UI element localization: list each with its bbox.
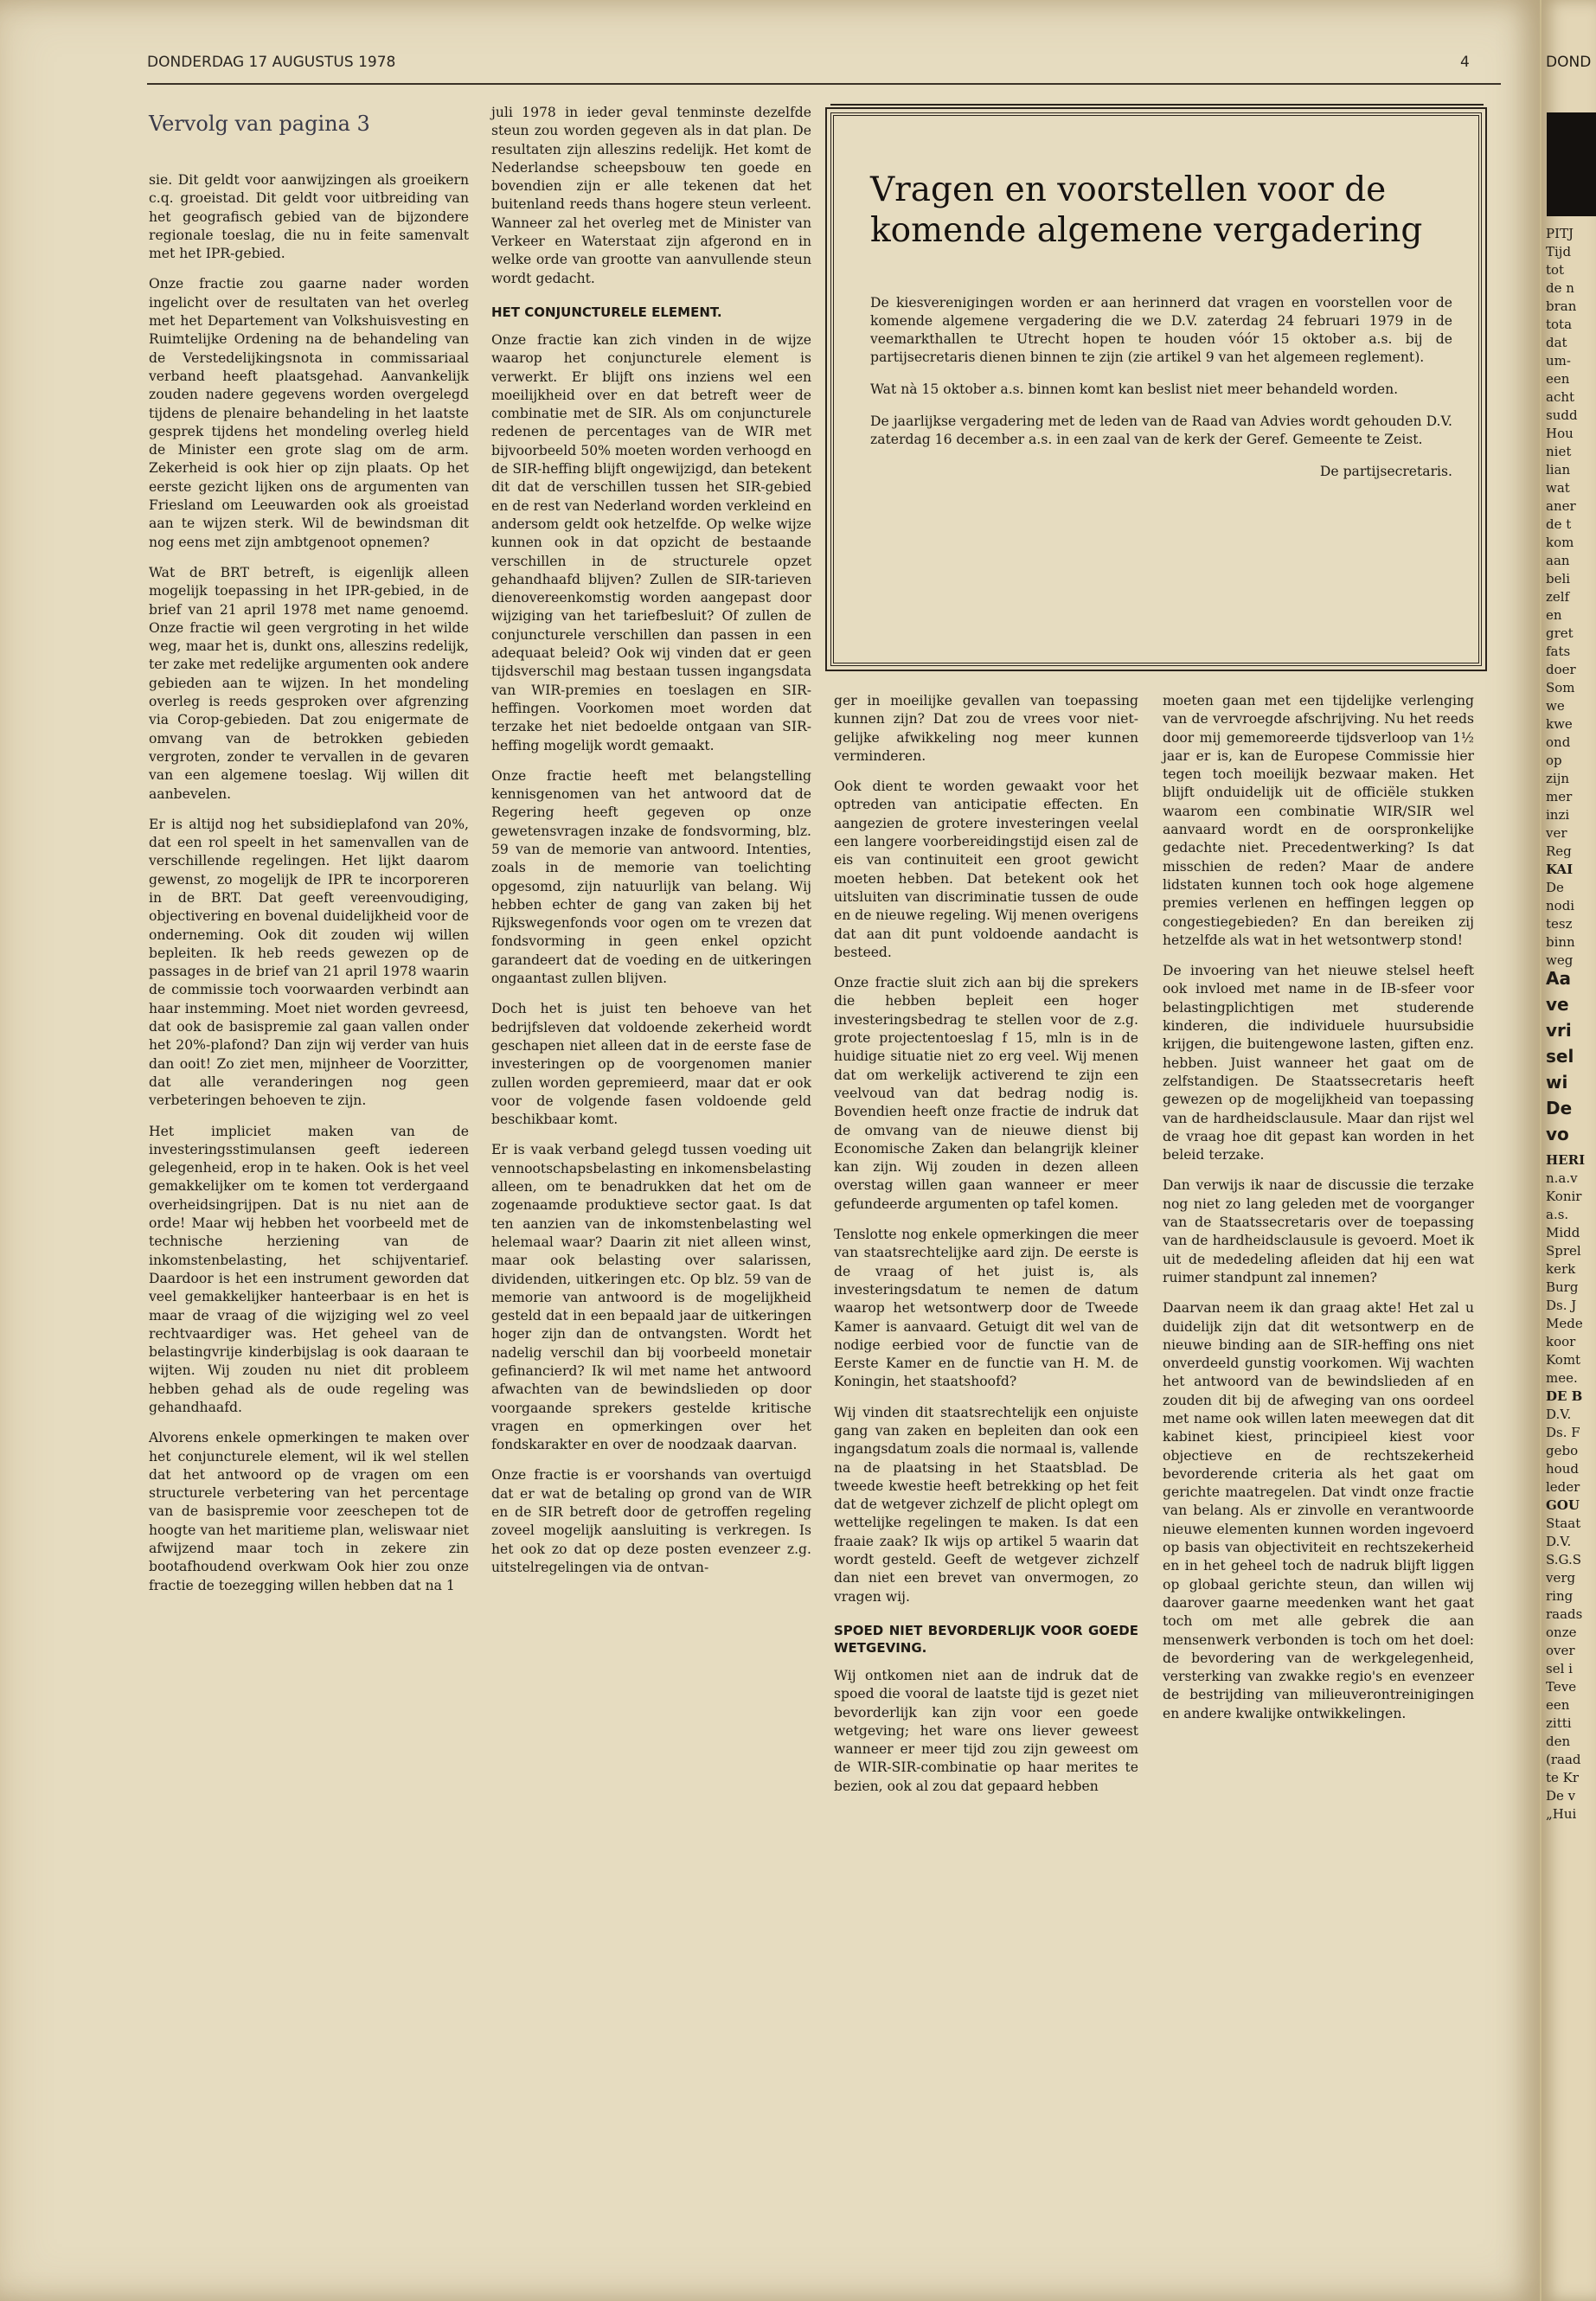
paragraph: Er is altijd nog het subsidieplafond van 20%, dat een rol speelt in het samenvallen van de verschillende regelingen. Het lijkt daarom gewenst, zo mogelijk de IPR te incorporeren in de BRT. Dat geeft vereenvoudiging, objectivering en bovenal duidelijkheid voor de onderneming. Ook dit zouden wij willen bepleiten. Ik heb reeds gewezen op de passages in de brief van 21 april 1978 waarin de commissie toch voorwaarden verbindt aan haar instemming. Moet niet worden gevreesd, dat ook de basispremie zal gaan vallen onder het 20%-plafond? Dan zijn wij verder van huis dan ooit! Zo ziet men, mijnheer de Voorzitter, dat alle veranderingen nog geen verbeteringen behoeven te zijn. <box>149 816 469 1109</box>
next-page-fragment: PITJ <box>1546 226 1574 241</box>
next-page-fragment: wat <box>1546 480 1570 496</box>
next-page-fragment: een <box>1546 371 1570 387</box>
next-page-fragment: De <box>1546 880 1564 895</box>
next-page-fragment: um- <box>1546 353 1571 369</box>
next-page-fragment: zelf <box>1546 589 1570 605</box>
header-rule <box>147 83 1501 85</box>
next-page-fragment: weg <box>1546 952 1574 968</box>
next-page-fragment: S.G.S <box>1546 1552 1582 1567</box>
next-page-fragment: raads <box>1546 1606 1583 1622</box>
paragraph: Wij vinden dit staatsrechtelijk een onjuiste gang van zaken en bepleiten dan ook een ingangsdatum zoals die normaal is, vallende na de plaatsing in het Staatsblad. De tweede kwestie heeft betrekking op het feit dat de wetgever zichzelf de plicht oplegt om wettelijke regelingen te maken. Is dat een fraaie zaak? Ik wijs op artikel 5 waarin dat wordt gesteld. Geeft de wetgever zichzelf dan niet een brevet van onvermogen, zo vragen wij. <box>834 1404 1138 1605</box>
paragraph: Wij ontkomen niet aan de indruk dat de spoed die vooral de laatste tijd is gezet niet bevorderlijk kan zijn voor een goede wetgeving; het ware ons liever geweest wanneer er meer tijd zou zijn geweest om de WIR-SIR-combinatie op haar merites te bezien, ook al zou dat gepaard hebben <box>834 1667 1138 1794</box>
left-column <box>149 111 469 1595</box>
announcement-paragraph: De jaarlijkse vergadering met de leden van de Raad van Advies wordt gehouden D.V. zaterdag 16 december a.s. in een zaal van de kerk der Geref. Gemeente te Zeist. <box>870 413 1452 447</box>
next-page-fragment: nodi <box>1546 898 1575 913</box>
next-page-fragment: kom <box>1546 535 1574 550</box>
next-page-fragment: Teve <box>1546 1679 1577 1695</box>
paragraph: Het impliciet maken van de investeringsstimulansen geeft iedereen gelegenheid, erop in te haken. Ook is het veel gemakkelijker om te komen tot verdergaand overheidsingrijpen. Dat is nu niet aan de orde! Maar wij hebben het voorbeeld met de technische herziening van de inkomstenbelasting, het schijventarief. Daardoor is het een instrument geworden dat veel gemakkelijker hanteerbaar is en het is maar de vraag of die wijziging wel zo veel rechtvaardiger was. Het geheel van de belastingvrije kinderbijslag is ook daaraan te wijten. Wij zouden nu niet dit probleem hebben gehad als de oude regeling was gehandhaafd. <box>149 1123 469 1415</box>
next-page-fragment: aan <box>1546 553 1570 568</box>
paragraph: Onze fractie zou gaarne nader worden ingelicht over de resultaten van het overleg met het Departement van Volkshuisvesting en Ruimtelijke Ordening na de behandeling van de Verstedelijkingsnota in commissariaal verband heeft plaatsgehad. Aanvankelijk zouden nadere gegevens worden overgelegd tijdens de plenaire behandeling in het laatste gesprek tijdens het mondeling overleg hield de Minister een grote slag om de arm. Zekerheid is ook hier op zijn plaats. Op het eerste gezicht lijken ons de argumenten van Friesland om Leeuwarden ook als groeistad aan te wijzen sterk. Wil de bewindsman dit nog eens met zijn ambtgenoot opnemen? <box>149 276 469 550</box>
section-heading: HET CONJUNCTURELE ELEMENT. <box>491 304 722 320</box>
box-top-rule <box>830 104 1484 106</box>
next-page-fragment: acht <box>1546 389 1575 405</box>
next-page-fragment: Ds. F <box>1546 1425 1580 1440</box>
next-page-fragment: inzi <box>1546 807 1570 823</box>
announcement-box <box>830 112 1482 666</box>
next-page-fragment: den <box>1546 1734 1571 1749</box>
paragraph: sie. Dit geldt voor aanwijzingen als groeikern c.q. groeistad. Dit geldt voor uitbreiding van het geografisch gebied van de bijzondere regionale toeslag, die nu in feite samenvalt met het IPR-gebied. <box>149 172 469 262</box>
next-page-fragment: binn <box>1546 934 1575 950</box>
next-page-fragment: op <box>1546 753 1562 768</box>
next-page-fragment: mee. <box>1546 1370 1578 1386</box>
next-page-fragment: doer <box>1546 662 1576 677</box>
next-page-fragment: we <box>1546 698 1565 714</box>
paragraph: Onze fractie is er voorshands van overtuigd dat er wat de betaling op grond van de WIR en de SIR betreft door de getroffen regeling zoveel mogelijk aansluiting is verkregen. Is het ook zo dat op deze posten evenzeer z.g. uitstelregelingen via de ontvan- <box>491 1467 811 1575</box>
next-page-fragment: ve <box>1546 994 1569 1015</box>
paragraph: Er is vaak verband gelegd tussen voeding uit vennootschapsbelasting en inkomensbelasting alleen, om te benadrukken dat het om de zogenaamde produktieve sector gaat. Is dat ten aanzien van de inkomstenbelasting wel helemaal waar? Daarin zit niet alleen winst, maar ook belasting over salarissen, dividenden, uitkeringen etc. Op blz. 59 van de memorie van antwoord is de mogelijkheid gesteld dat in een bepaald jaar de uitkeringen hoger zijn dan de ontvangsten. Wordt het nadelig verschil dan bij voorbeeld monetair gefinancierd? Ik wil met name het antwoord afwachten van de bewindslieden op door voorgaande sprekers gestelde kritische vragen en opmerkingen over het fondskarakter en over de noodzaak daarvan. <box>491 1142 811 1453</box>
next-page-fragment: De v <box>1546 1788 1576 1804</box>
next-page-fragment: gebo <box>1546 1443 1579 1458</box>
next-page-fragment: wi <box>1546 1072 1568 1093</box>
next-page-fragment: vri <box>1546 1020 1572 1041</box>
next-page-fragment: „Hui <box>1546 1806 1577 1822</box>
next-page-fragment: en <box>1546 607 1562 623</box>
paragraph: moeten gaan met een tijdelijke verlenging van de vervroegde afschrijving. Nu het reeds door mij gememoreerde tijdsverloop van 1½ jaar er is, kan de Europese Commissie hier tegen toch moeilijk bezwaar maken. Het blijft onduidelijk uit de officiële stukken waarom een combinatie WIR/SIR wel aanvaard wordt en de oorspronkelijke gedachte niet. Precedentwerking? Is dat misschien de reden? Maar de andere lidstaten kunnen toch ook hoge algemene premies verlenen en heffingen leggen op congestiegebieden? En dan bereiken zij hetzelfde als wat in het wetsontwerp stond! <box>1163 693 1474 948</box>
third-column <box>834 692 1138 1796</box>
continued-from: Vervolg van pagina 3 <box>149 112 370 136</box>
next-page-fragment: Midd <box>1546 1225 1580 1240</box>
next-page-fragment: tota <box>1546 317 1573 332</box>
next-page-fragment: kerk <box>1546 1261 1576 1277</box>
next-page-fragment: Burg <box>1546 1279 1579 1295</box>
next-page-fragment: Konir <box>1546 1189 1582 1204</box>
next-page-fragment: aner <box>1546 498 1576 514</box>
paragraph: Onze fractie sluit zich aan bij die sprekers die hebben bepleit een hoger investeringsbedrag te stellen voor de z.g. grote projectentoeslag f 15, mln is in de huidige situatie niet zo erg veel. Wij menen dat om werkelijk activerend te zijn een veelvoud van dat bedrag nodig is. Bovendien heeft onze fractie de indruk dat de omvang van de nieuwe dienst bij Economische Zaken dan belangrijk kleiner kan zijn. Wij zouden in dezen alleen overstag willen gaan wanneer er meer gefundeerde argumenten op tafel komen. <box>834 975 1138 1212</box>
next-page-fragment: Mede <box>1546 1316 1583 1331</box>
paragraph: Onze fractie heeft met belangstelling kennisgenomen van het antwoord dat de Regering heeft gegeven op onze gewetensvragen inzake de fondsvorming, blz. 59 van de memorie van antwoord. Intenties, zoals in de memorie van toelichting opgesomd, zijn natuurlijk van belang. Wij hebben echter de gang van zaken bij het Rijkswegenfonds voor ogen om te vrezen dat fondsvorming in geen enkel opzicht garandeert dat de voeding en de uitkeringen ongaantast zullen blijven. <box>491 767 811 987</box>
next-page-fragment: sel i <box>1546 1661 1573 1676</box>
next-page-fragment: Hou <box>1546 426 1574 441</box>
next-page-fragment: vo <box>1546 1124 1569 1144</box>
next-page-fragment: gret <box>1546 625 1574 641</box>
paragraph: Wat de BRT betreft, is eigenlijk alleen mogelijk toepassing in het IPR-gebied, in de brief van 21 april 1978 met name genoemd. Onze fractie wil geen vergroting in het wilde weg, maar het is, dunkt ons, alleszins redelijk, ter zake met redelijke argumenten ook andere gebieden aan te wijzen. In het mondeling overleg is reeds gesproken over afgrenzing via Corop-gebieden. Dat zou enigermate de omvang van de betrokken gebieden vergroten, zonder te vervallen in de gevaren van een algemene toeslag. Wij willen dit aanbevelen. <box>149 564 469 802</box>
next-page-fragment: tot <box>1546 262 1565 278</box>
next-page-headline-block <box>1547 112 1596 216</box>
next-page-fragment: D.V. <box>1546 1534 1572 1549</box>
paragraph: Alvorens enkele opmerkingen te maken over het conjuncturele element, wil ik wel stellen dat het antwoord op de vragen om een structurele verbetering van het percentage van de basispremie voor zeeschepen tot de hoogte van het maritieme plan, weliswaar niet afwijzend maar toch in zekere zin bootafhoudend overkwam Ook hier zou onze fractie de toezegging willen hebben dat na 1 <box>149 1430 469 1593</box>
adjacent-page-edge <box>1542 0 1596 2301</box>
fourth-column <box>1163 692 1474 1723</box>
next-page-fragment: Komt <box>1546 1352 1581 1368</box>
next-page-fragment: te Kr <box>1546 1770 1580 1785</box>
next-page-fragment: D.V. <box>1546 1407 1572 1422</box>
paragraph: Daarvan neem ik dan graag akte! Het zal u duidelijk zijn dat dit wetsontwerp en de nieuwe binding aan de SIR-heffing ons niet onverdeeld gunstig voorkomen. Wij wachten het antwoord van de bewindslieden af en zouden dit bij de afweging van ons oordeel met name ook willen laten meewegen dat dit kabinet kiest, principieel kiest voor objectieve en de rechtszekerheid bevorderende criteria als het gaat om gerichte maatregelen. Dat vindt onze fractie van belang. Als er zinvolle en verantwoorde nieuwe elementen kunnen worden ingevoerd op basis van objectiviteit en rechtszekerheid en in het geheel toch de nadruk blijft liggen op globaal gerichte steun, dan willen wij daarover gaarne meedenken want het gaat toch om met alle gebrek die aan mensenwerk verbonden is toch om het doel: de bevordering van de werkgelegenheid, versterking van zwakke regio's en evenzeer de bestrijding van milieuverontreinigingen en andere kwalijke ontwikkelingen. <box>1163 1300 1474 1721</box>
next-page-fragment: KAI <box>1546 862 1574 877</box>
next-page-fragment: mer <box>1546 789 1573 804</box>
paragraph: Onze fractie kan zich vinden in de wijze waarop het conjuncturele element is verwerkt. Er blijft ons inziens wel een moeilijkheid over en dat betreft weer de combinatie met de SIR. Als om conjuncturele redenen de percentages van de WIR met bijvoorbeeld 50% moeten worden verhoogd en de SIR-heffing blijft ongewijzigd, dan betekent dit dat de verschillen tussen het SIR-gebied en de rest van Nederland worden verkleind en andersom geldt ook hetzelfde. Op welke wijze kunnen ook in dat opzicht de bestaande verschillen in de structurele opzet gehandhaafd blijven? Zullen de SIR-tarieven dienovereenkomstig worden aangepast door wijziging van het tariefbesluit? Of zullen de conjuncturele verschillen dan passen in een adequaat beleid? Ook wij vinden dat er geen tijdsverschil mag bestaan tussen ingangsdata van WIR-premies en toeslagen en SIR-heffingen. Voorkomen moet worden dat terzake het niet bedoelde ontgaan van SIR-heffing mogelijk wordt gemaakt. <box>491 331 811 753</box>
page-number: 4 <box>1460 54 1470 71</box>
next-page-fragment: Staat <box>1546 1516 1581 1531</box>
next-page-fragment: de n <box>1546 280 1574 296</box>
next-page-fragment: kwe <box>1546 716 1573 732</box>
next-page-fragment: Som <box>1546 680 1575 695</box>
next-page-fragment: a.s. <box>1546 1207 1569 1222</box>
next-page-fragment: beli <box>1546 571 1571 586</box>
next-page-fragment: Ds. J <box>1546 1298 1577 1313</box>
announcement-title: Vragen en voorstellen voor de komende algemene vergadering <box>870 170 1423 250</box>
next-page-fragment: de t <box>1546 516 1572 532</box>
announcement-signature: De partijsecretaris. <box>1319 464 1452 479</box>
next-page-fragment: verg <box>1546 1570 1576 1586</box>
paragraph: Tenslotte nog enkele opmerkingen die meer van staatsrechtelijke aard zijn. De eerste is de vraag of het juist is, als investeringsdatum te nemen de datum waarop het wetsontwerp door de Tweede Kamer is aanvaard. Getuigt dit wel van de nodige eerbied voor de functie van de Eerste Kamer en de functie van H. M. de Koningin, het staatshoofd? <box>834 1227 1138 1390</box>
next-page-fragment: De <box>1546 1098 1573 1118</box>
announcement-paragraph: Wat nà 15 oktober a.s. binnen komt kan beslist niet meer behandeld worden. <box>870 381 1399 397</box>
next-page-fragment: HERI <box>1546 1152 1586 1168</box>
next-page-fragment: n.a.v <box>1546 1170 1578 1186</box>
next-page-fragment: dat <box>1546 335 1567 350</box>
announcement-body <box>870 294 1452 481</box>
next-page-fragment: ver <box>1546 825 1567 841</box>
next-page-fragment: koor <box>1546 1334 1576 1349</box>
next-page-fragment: over <box>1546 1643 1575 1658</box>
next-page-fragment: GOU <box>1546 1497 1580 1513</box>
next-page-fragment: sudd <box>1546 407 1578 423</box>
next-page-fragment: fats <box>1546 644 1571 659</box>
next-page-fragment: zijn <box>1546 771 1570 786</box>
paragraph: Ook dient te worden gewaakt voor het optreden van anticipatie effecten. En aangezien de grotere investeringen veelal een langere voorbereidingstijd eisen zal de eis van continuiteit een groot gewicht moeten hebben. Dat betekent ook het uitsluiten van discriminatie tussen de oude en de nieuwe regeling. Wij menen overigens dat aan dit punt voldoende aandacht is besteed. <box>834 779 1138 960</box>
next-page-fragment: niet <box>1546 444 1572 459</box>
next-page-fragment: bran <box>1546 298 1577 314</box>
next-page-fragment: Reg <box>1546 843 1572 859</box>
header-date: DONDERDAG 17 AUGUSTUS 1978 <box>147 54 396 71</box>
next-page-fragment: (raad <box>1546 1752 1581 1767</box>
announcement-paragraph: De kiesverenigingen worden er aan herinnerd dat vragen en voorstellen voor de komende algemene vergadering die we D.V. zaterdag 24 februari 1979 in de veemarkthallen te Utrecht hopen te houden vóór 15 oktober a.s. bij de partijsecretaris dienen binnen te zijn (zie artikel 9 van het algemeen reglement). <box>870 295 1452 365</box>
next-page-fragment: ring <box>1546 1588 1574 1604</box>
next-page-fragment: onze <box>1546 1625 1577 1640</box>
paragraph: Doch het is juist ten behoeve van het bedrijfsleven dat voldoende zekerheid wordt geschapen niet alleen dat in de eerste fase de investeringen op de voorgenomen manier zullen worden gepremieerd, maar dat er ook voor de volgende fasen voldoende geld beschikbaar komt. <box>491 1001 811 1128</box>
section-heading: SPOED NIET BEVORDERLIJK VOOR GOEDE WETGEVING. <box>834 1622 1138 1656</box>
next-page-fragment: Tijd <box>1546 244 1572 260</box>
paragraph: Dan verwijs ik naar de discussie die terzake nog niet zo lang geleden met de voorganger van de Staatssecretaris over de toepassing van de hardheidsclausule is gevoerd. Moet ik uit de mededeling afleiden dat hij een wat ruimer standpunt zal innemen? <box>1163 1177 1474 1285</box>
next-page-fragment: lian <box>1546 462 1571 478</box>
next-page-fragment: Aa <box>1546 968 1571 989</box>
paragraph: De invoering van het nieuwe stelsel heeft ook invloed met name in de IB-sfeer voor belastingplichtigen met studerende kinderen, die individuele huursubsidie krijgen, die buitengewone lasten, giften enz. hebben. Juist wanneer het gaat om de zelfstandigen. De Staatssecretaris heeft gewezen op de mogelijkheid van toepassing van de hardheidsclausule. Maar dan rijst wel de vraag hoe dit gepast kan worden in het beleid terzake. <box>1163 963 1474 1163</box>
next-page-fragment: zitti <box>1546 1715 1572 1731</box>
next-page-fragment: leder <box>1546 1479 1580 1495</box>
next-page-fragment: houd <box>1546 1461 1579 1477</box>
next-page-fragment: tesz <box>1546 916 1573 932</box>
paragraph: ger in moeilijke gevallen van toepassing kunnen zijn? Dat zou de vrees voor niet-gelijke afwikkeling nog meer kunnen verminderen. <box>834 693 1138 764</box>
middle-column <box>491 104 811 1577</box>
next-page-date: DOND <box>1546 54 1592 71</box>
next-page-fragment: een <box>1546 1697 1570 1713</box>
next-page-fragment: DE B <box>1546 1388 1583 1404</box>
next-page-fragment: sel <box>1546 1046 1574 1067</box>
next-page-fragment: Sprel <box>1546 1243 1581 1259</box>
next-page-fragment: ond <box>1546 734 1571 750</box>
paragraph: juli 1978 in ieder geval tenminste dezelfde steun zou worden gegeven als in dat plan. De resultaten zijn alleszins redelijk. Het komt de Nederlandse scheepsbouw ten goede en bovendien zijn er alle tekenen dat het buitenland reeds thans hogere steun verleent. Wanneer zal het overleg met de Minister van Verkeer en Waterstaat zijn afgerond en in welke orde van grootte van aanvullende steun wordt gedacht. <box>491 105 811 286</box>
